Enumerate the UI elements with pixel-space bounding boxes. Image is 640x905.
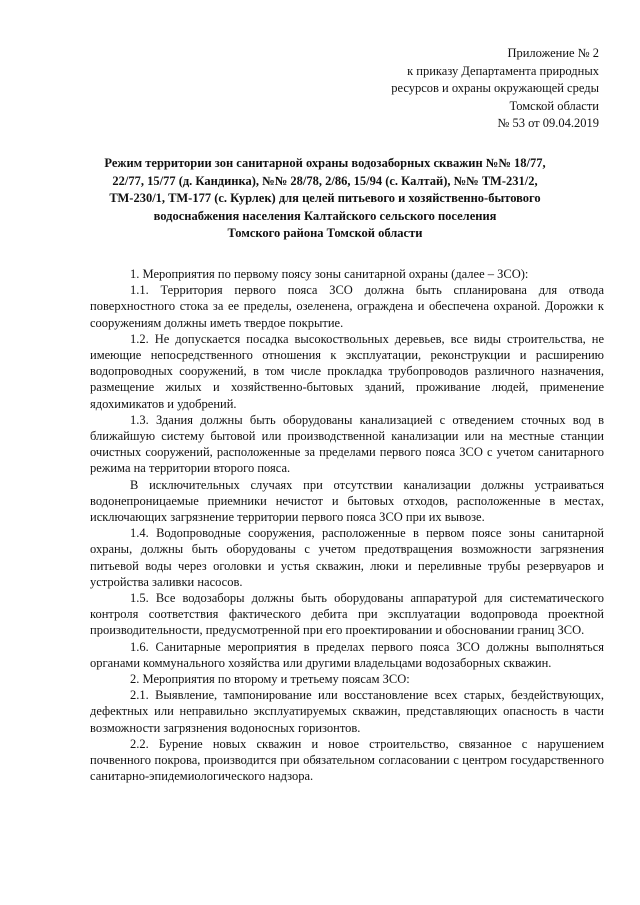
appendix-order-date: № 53 от 09.04.2019 [497,116,599,131]
paragraph: В исключительных случаях при отсутствии канализации должны устраиваться водонепроницаемые приемники нечистот и бытовых отходов, расположенные в местах, исключающих загрязнение территории первого пояса ЗСО при их вывозе. [90,477,604,525]
appendix-header [391,45,599,133]
document-title [90,155,560,243]
paragraph: 1.6. Санитарные мероприятия в пределах первого пояса ЗСО должны выполняться органами коммунального хозяйства или другими владельцами водозаборных скважин. [90,639,604,670]
appendix-number: Приложение № 2 [507,46,599,60]
appendix-order-ref: к приказу Департамента природных [407,63,599,78]
title-line: водоснабжения населения Калтайского сельского поселения [153,208,497,223]
paragraph: 1.4. Водопроводные сооружения, расположенные в первом поясе зоны санитарной охраны, должны быть оборудованы с учетом предотвращения возможности загрязнения питьевой воды через оголовки и устья скважин, люки и переливные трубы резервуаров и устройства заливки насосов. [90,526,604,589]
title-line: Томского района Томской области [227,226,423,241]
title-line: Режим территории зон санитарной охраны водозаборных скважин №№ 18/77, [104,156,546,170]
paragraph: 1.3. Здания должны быть оборудованы канализацией с отведением сточных вод в ближайшую систему бытовой или производственной канализации или на местные станции очистных сооружений, расположенные за пределами первого пояса ЗСО с учетом санитарного режима на территории второго пояса. [90,412,604,476]
document-body [90,266,604,785]
paragraph: 1.5. Все водозаборы должны быть оборудованы аппаратурой для систематического контроля соответствия фактического дебита при эксплуатации водопровода проектной производительности, предусмотренной при его проектировании и обосновании границ ЗСО. [90,591,604,638]
title-line: 22/77, 15/77 (д. Кандинка), №№ 28/78, 2/86, 15/94 (с. Калтай), №№ ТМ-231/2, [112,173,538,188]
appendix-region: Томской области [509,98,599,113]
section-heading: 2. Мероприятия по второму и третьему поясам ЗСО: [130,672,410,687]
paragraph: 1.2. Не допускается посадка высокоствольных деревьев, все виды строительства, не имеющие непосредственного отношения к эксплуатации, реконструкции и расширению водопроводных сооружений, в том числе прокладка трубопроводов различного назначения, размещение жилых и хозяйственно-бытовых зданий, проживание людей, применение ядохимикатов и удобрений. [90,331,604,411]
paragraph: 2.1. Выявление, тампонирование или восстановление всех старых, бездействующих, дефектных или неправильно эксплуатируемых скважин, представляющих опасность в части возможности загрязнения водоносных горизонтов. [90,688,604,735]
paragraph: 1.1. Территория первого пояса ЗСО должна быть спланирована для отвода поверхностного стока за ее пределы, озеленена, ограждена и обеспечена охраной. Дорожки к сооружениям должны иметь твердое покрытие. [90,283,604,330]
paragraph: 2.2. Бурение новых скважин и новое строительство, связанное с нарушением почвенного покрова, производится при обязательном согласовании с центром государственного санитарно-эпидемиологического надзора. [90,736,604,784]
section-heading: 1. Мероприятия по первому поясу зоны санитарной охраны (далее – ЗСО): [130,267,529,281]
title-line: ТМ-230/1, ТМ-177 (с. Курлек) для целей питьевого и хозяйственно-бытового [109,191,541,206]
appendix-department: ресурсов и охраны окружающей среды [391,81,599,96]
